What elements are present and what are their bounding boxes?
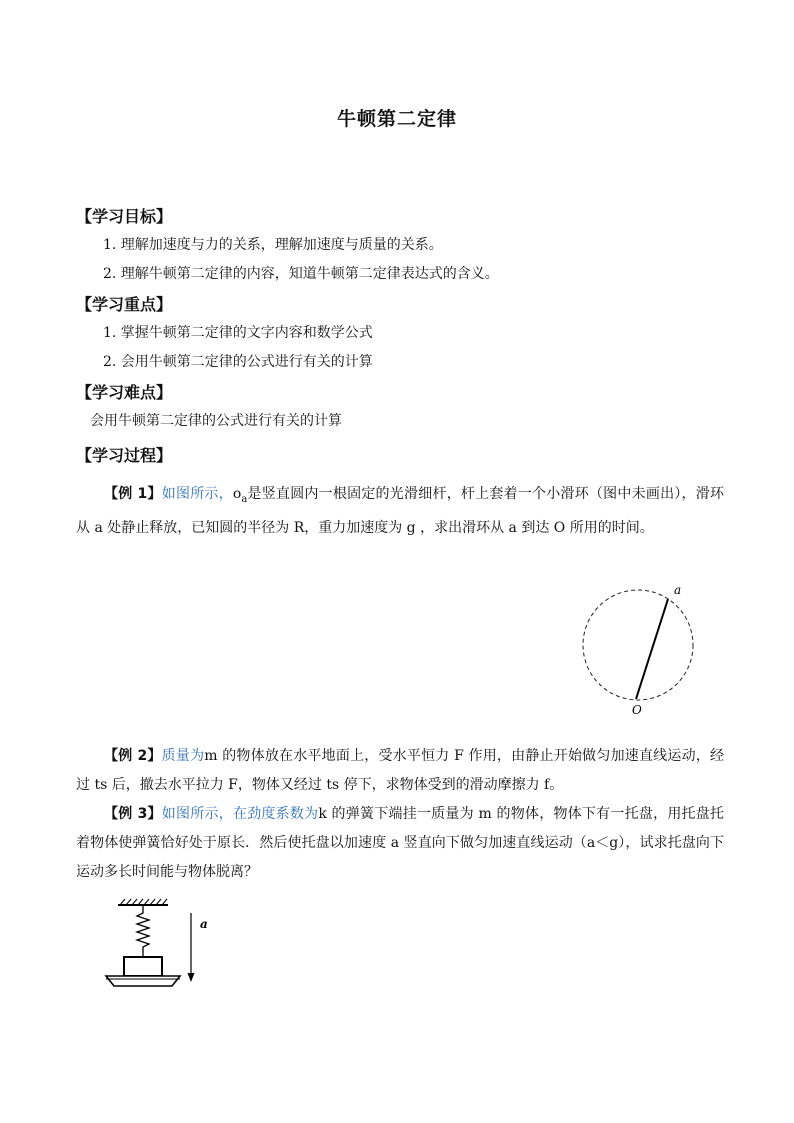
example-1-lead: 如图所示， [161,486,233,502]
goal-item-1: 1. 理解加速度与力的关系，理解加速度与质量的关系。 [103,237,443,253]
point-a-label: a [674,583,682,597]
mass-block [124,957,162,976]
example-3-lead-1: 如图所示， [161,806,233,822]
example-1-label: 【例 1】 [104,486,162,502]
example-3-label: 【例 3】 [104,806,162,822]
dashed-circle [583,590,693,700]
goal-item-2: 2. 理解牛顿第二定律的内容，知道牛顿第二定律表达式的含义。 [103,266,499,282]
example-2 [76,742,724,800]
smooth-rod [636,599,668,699]
example-3-text: k 的弹簧下端挂一质量为 m 的物体，物体下有一托盘，用托盘托着物体使弹簧恰好处于原长．然后使托盘以加速度 a 竖直向下做匀加速直线运动（a＜g），试求托盘向下运动多长时间能与物体脱离？ [76,806,725,880]
example-1-rod-symbol: $o_a$ [232,486,248,505]
spring-tray-figure [100,895,220,995]
example-3-lead-2: 在劲度系数为 [232,806,319,822]
circle-rod-figure [570,580,710,715]
example-3 [76,800,724,887]
example-2-lead: 质量为 [161,748,205,764]
section-heading-goals: 【学习目标】 [76,207,173,226]
example-2-text: m 的物体放在水平地面上，受水平恒力 F 作用，由静止开始做匀加速直线运动，经过 ts 后，撤去水平拉力 F，物体又经过 ts 停下，求物体受到的滑动摩擦力 f。 [76,748,725,793]
key-point-item-1: 1. 掌握牛顿第二定律的文字内容和数学公式 [103,325,373,341]
acceleration-label: a [200,917,208,931]
tray [106,976,180,986]
section-heading-process: 【学习过程】 [76,446,173,465]
example-2-label: 【例 2】 [104,748,162,764]
example-1 [76,480,724,543]
section-heading-key-points: 【学习重点】 [76,295,173,314]
point-o-label: O [632,703,642,717]
spring [137,905,149,957]
key-point-item-2: 2. 会用牛顿第二定律的公式进行有关的计算 [103,354,373,370]
difficulty-text: 会用牛顿第二定律的公式进行有关的计算 [90,413,342,429]
arrow-head [188,973,195,982]
page-title: 牛顿第二定律 [336,108,457,130]
example-1-text: 是竖直圆内一根固定的光滑细杆，杆上套着一个小滑环（图中未画出），滑环从 a 处静止释放，已知圆的半径为 R，重力加速度为 g ，求出滑环从 a 到达 O 所用的时间。 [76,486,724,536]
section-heading-difficulty: 【学习难点】 [76,383,173,402]
